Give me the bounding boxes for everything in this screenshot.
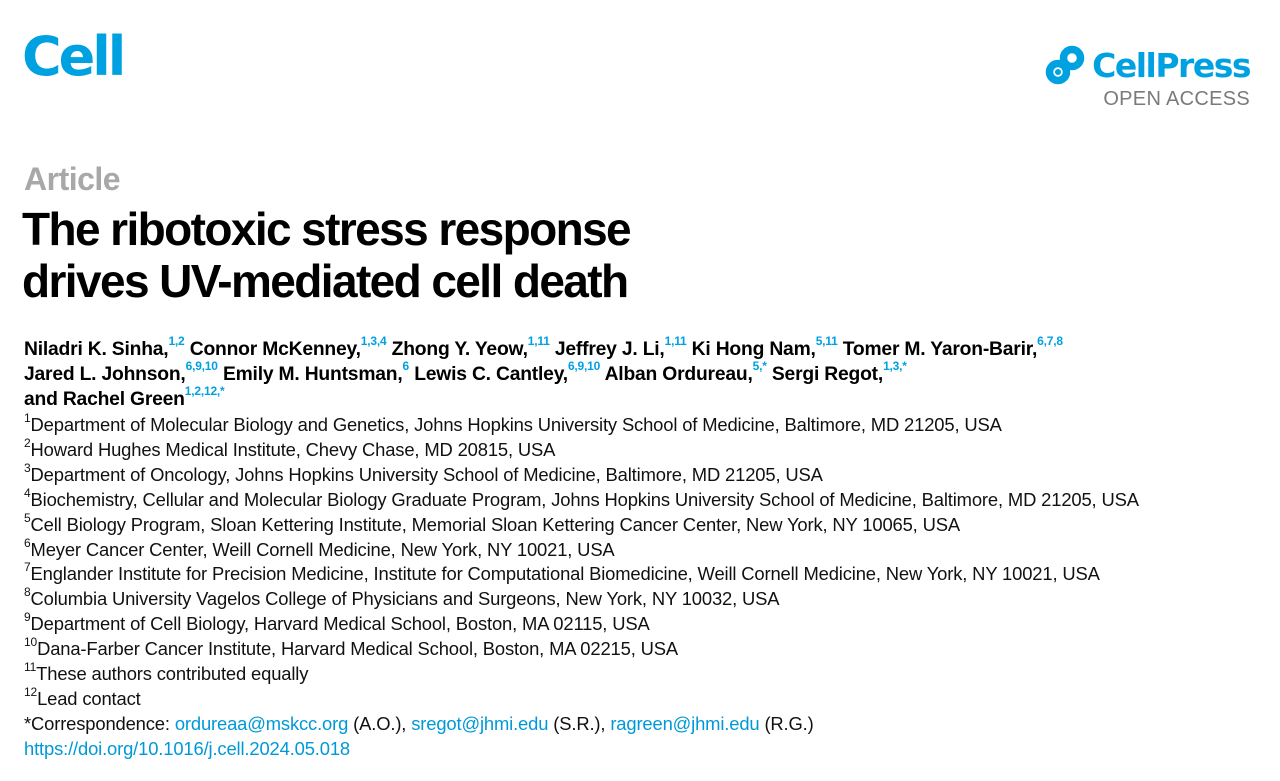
affiliation-text: Department of Cell Biology, Harvard Medical School, Boston, MA 02115, USA [30, 613, 650, 635]
author-name: Alban Ordureau, [604, 364, 753, 385]
affiliation-list [24, 413, 1264, 762]
email-link[interactable]: ragreen@jhmi.edu [610, 712, 760, 734]
open-access-label: OPEN ACCESS [1103, 88, 1250, 110]
author [554, 334, 687, 360]
affiliation-marker[interactable]: 5,11 [815, 334, 838, 348]
affiliation [24, 684, 1264, 712]
affiliation-text: Department of Oncology, Johns Hopkins University School of Medicine, Baltimore, MD 21205, USA [30, 463, 823, 485]
correspondence-initials: (S.R.), [553, 712, 606, 734]
publisher-name: CellPress [1092, 45, 1250, 85]
article-title [22, 203, 630, 307]
affiliation-number: 2 [24, 435, 31, 450]
author-name: Emily M. Huntsman, [222, 364, 403, 385]
article-type: Article [24, 161, 121, 197]
affiliation-number: 9 [24, 610, 31, 625]
affiliation [24, 485, 1264, 513]
correspondence [24, 712, 1264, 737]
author-name: Lewis C. Cantley, [414, 364, 568, 385]
author [24, 359, 218, 385]
affiliation [24, 510, 1264, 538]
author [391, 334, 550, 360]
title-line: drives UV-mediated cell death [22, 255, 628, 307]
affiliation-text: Lead contact [37, 687, 141, 709]
correspondence-initials: (R.G.) [764, 712, 814, 734]
affiliation [24, 460, 1264, 488]
doi-line [24, 737, 1264, 762]
title-line: The ribotoxic stress response [22, 203, 631, 255]
affiliation-marker[interactable]: 6,9,10 [185, 359, 218, 373]
affiliation-number: 5 [24, 510, 31, 525]
affiliation-text: Meyer Cancer Center, Weill Cornell Medicine, New York, NY 10021, USA [30, 538, 615, 560]
affiliation [24, 662, 1264, 687]
author-name: Connor McKenney, [189, 339, 361, 360]
email-link[interactable]: sregot@jhmi.edu [411, 712, 549, 734]
affiliation-number: 1 [24, 411, 31, 425]
affiliation-number: 12 [24, 684, 38, 699]
affiliation-marker[interactable]: 5,* [752, 359, 767, 373]
author [24, 384, 225, 410]
affiliation-text: Department of Molecular Biology and Genetics, Johns Hopkins University School of Medicine, Baltimore, MD 21205, USA [30, 414, 1002, 435]
author [842, 334, 1063, 360]
affiliation-text: These authors contributed equally [36, 663, 309, 685]
affiliation-text: Dana-Farber Cancer Institute, Harvard Medical School, Boston, MA 02215, USA [37, 638, 678, 660]
email-link[interactable]: ordureaa@mskcc.org [174, 712, 349, 734]
affiliation-number: 7 [24, 560, 31, 575]
affiliation-marker[interactable]: 1,2 [168, 334, 185, 348]
affiliation-number: 11 [24, 660, 37, 675]
affiliation-text: Howard Hughes Medical Institute, Chevy Chase, MD 20815, USA [30, 438, 556, 460]
affiliation [24, 637, 1264, 662]
affiliation [24, 562, 1264, 587]
author [189, 334, 387, 360]
affiliation-number: 6 [24, 535, 31, 550]
author-name: Jared L. Johnson, [24, 364, 186, 385]
author-name: and Rachel Green [24, 389, 185, 410]
affiliation-marker[interactable]: 6,7,8 [1037, 334, 1063, 348]
author [604, 359, 767, 385]
affiliation-marker[interactable]: 1,11 [664, 334, 687, 348]
correspondence-initials: (A.O.), [353, 712, 407, 734]
author [222, 359, 410, 385]
affiliation-marker[interactable]: 1,2,12,* [184, 384, 225, 398]
author [691, 334, 838, 360]
affiliation [24, 612, 1264, 637]
affiliation-marker[interactable]: 6 [402, 359, 410, 373]
author-name: Jeffrey J. Li, [554, 339, 665, 360]
publisher-branding [1044, 44, 1250, 111]
affiliation-marker[interactable]: 1,3,4 [360, 334, 387, 348]
affiliation-number: 8 [24, 585, 31, 600]
author-name: Tomer M. Yaron-Barir, [842, 339, 1038, 360]
affiliation-text: Cell Biology Program, Sloan Kettering Institute, Memorial Sloan Kettering Cancer Center, New York, NY 10065, USA [30, 513, 960, 535]
affiliation-text: Biochemistry, Cellular and Molecular Biology Graduate Program, Johns Hopkins University School of Medicine, Baltimore, MD 21205, USA [30, 488, 1139, 510]
affiliation [24, 535, 1264, 563]
affiliation-marker[interactable]: 1,3,* [883, 359, 907, 373]
affiliation-marker[interactable]: 6,9,10 [567, 359, 601, 373]
author-name: Niladri K. Sinha, [24, 339, 169, 360]
author-name: Sergi Regot, [771, 364, 884, 385]
affiliation-text: Englander Institute for Precision Medicine, Institute for Computational Biomedicine, Weill Cornell Medicine, New York, NY 10021, USA [30, 563, 1100, 585]
affiliation-text: Columbia University Vagelos College of Physicians and Surgeons, New York, NY 10032, USA [30, 588, 780, 610]
affiliation [24, 587, 1264, 612]
doi-link[interactable]: https://doi.org/10.1016/j.cell.2024.05.018 [24, 737, 350, 759]
affiliation-number: 3 [24, 460, 31, 475]
affiliation-number: 4 [24, 485, 31, 500]
journal-logo: Cell [22, 25, 124, 88]
author-name: Ki Hong Nam, [691, 339, 816, 360]
affiliation-marker[interactable]: 1,11 [527, 334, 550, 348]
author-list [24, 334, 1264, 412]
author [24, 334, 185, 360]
cellpress-mark-icon [1044, 44, 1086, 86]
author-name: Zhong Y. Yeow, [391, 339, 528, 360]
affiliation [24, 435, 1264, 463]
affiliation-number: 10 [24, 635, 38, 650]
correspondence-label: *Correspondence: [24, 712, 170, 734]
author [771, 359, 907, 385]
author [414, 359, 601, 385]
affiliation [24, 413, 1264, 438]
